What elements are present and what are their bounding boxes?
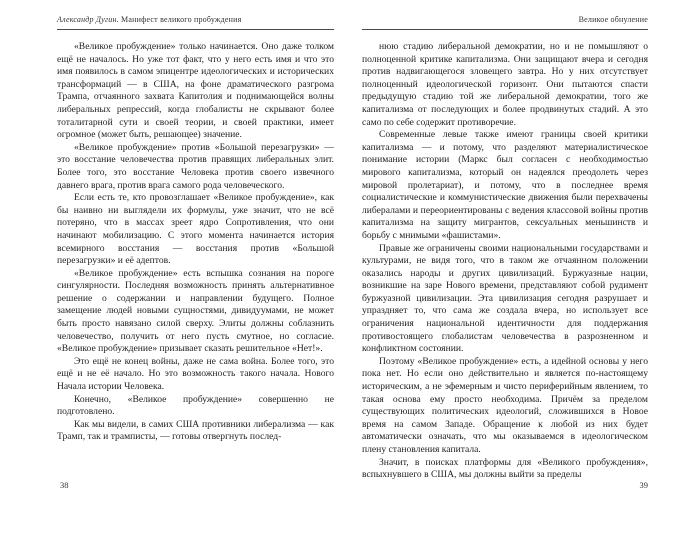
running-header-author: Александр Дугин.	[57, 15, 119, 24]
paragraph: Это ещё не конец войны, даже не сама война. Более того, это ещё и не её начало. Но это возможность такого начала. Нового Начала истории Человека.	[57, 355, 334, 393]
paragraph: Поэтому «Великое пробуждение» есть, а идейной основы у него пока нет. Но если оно действительно и является по-настоящему историческим, а не эфемерным и чисто периферийным явлением, то такая основа ему просто необходима. Причём за пределом существующих политических идеологий, сложившихся в Новое время на самом Западе. Обращение к любой из них будет автоматически означать, что мы оказываемся в идеологическом плену становления капитала.	[362, 355, 648, 455]
running-header-right	[362, 15, 648, 30]
paragraph: Конечно, «Великое пробуждение» совершенно не подготовлено.	[57, 393, 334, 418]
paragraph: «Великое пробуждение» против «Большой перезагрузки» — это восстание человечества против правящих либеральных элит. Более того, это восстание Человека против своего извечного давнего врага, против врага самого рода человеческого.	[57, 141, 334, 191]
paragraph: «Великое пробуждение» только начинается. Оно даже толком ещё не началось. Но уже тот факт, что у него есть имя и что это имя появилось в самом эпицентре идеологических и исторических трансформаций — в США, на фоне драматического разгрома Трампа, отчаянного захвата Капитолия и поднимающейся волны либеральных репрессий, когда глобалисты не скрывают более тоталитарной сути и своей теории, и своей практики, имеет огромное (может быть, решающее) значение.	[57, 41, 334, 141]
running-header-chapter-title: Великое обнуление	[578, 15, 648, 24]
body-text-right	[362, 41, 648, 482]
paragraph: нюю стадию либеральной демократии, но и не помышляют о полноценной критике капитализма. Они защищают вчера и сегодня против надвигающегося зловещего завтра. Но у них отсутствует полноценный идеологической горизонт. Они пытаются спасти предыдущую стадию той же либеральной демократии, того же капитализма от последующих и более продвинутых стадий. А это само по себе содержит противоречие.	[362, 41, 648, 128]
paragraph: «Великое пробуждение» есть вспышка сознания на пороге сингулярности. Последняя возможность принять альтернативное решение о содержании и направлении будущего. Полное замещение людей новыми сущностями, дивидуумами, не может быть просто навязано силой сверху. Элиты должны соблазнить человечество, получить от него пусть смутное, но согласие. «Великое пробуждение» призывает сказать решительное «Нет!».	[57, 267, 334, 355]
paragraph: Как мы видели, в самих США противники либерализма — как Трамп, так и трамписты, — готовы отвергнуть послед-	[57, 418, 334, 443]
page-number-left: 38	[60, 480, 69, 490]
body-text-left	[57, 41, 334, 444]
paragraph: Если есть те, кто провозглашает «Великое пробуждение», как бы наивно ни выглядели их формулы, уже значит, что не всё потеряно, что в массах зреет ядро Сопротивления, что они начинают мобилизацию. С этого момента начинается история всемирного восстания — восстания против «Большой перезагрузки» и её адептов.	[57, 192, 334, 267]
page-number-right: 39	[639, 480, 648, 490]
running-header-book-title: Манифест великого пробуждения	[118, 15, 242, 24]
paragraph: Современные левые также имеют границы своей критики капитализма — и потому, что разделяют материалистическое понимание истории (Маркс был согласен с необходимостью мирового капитализма, который он надеялся преодолеть через мировой пролетариат), и потому, что в последнее время социалистические и коммунистические движения были перехвачены либералами и переориентированы с ведения классовой войны против капитализма на защиту мигрантов, сексуальных меньшинств и борьбу с мнимыми «фашистами».	[362, 129, 648, 241]
paragraph: Значит, в поисках платформы для «Великого пробуждения», вспыхнувшего в США, мы должны выйти за пределы	[362, 456, 648, 481]
paragraph: Правые же ограничены своими национальными государствами и культурами, не видя того, что в таком же отчаянном положении оказались народы и других цивилизаций. Буржуазные нации, возникшие на заре Нового времени, представляют собой рудимент буржуазной цивилизации. Эта цивилизация сегодня разрушает и упраздняет то, что сама же создала вчера, но использует все ограничения национальной идентичности для поддержания противостоящего глобалистам человечества в разрозненном и конфликтном состоянии.	[362, 242, 648, 355]
page-left	[57, 15, 334, 444]
page-right	[362, 15, 648, 482]
running-header-left	[57, 15, 334, 30]
